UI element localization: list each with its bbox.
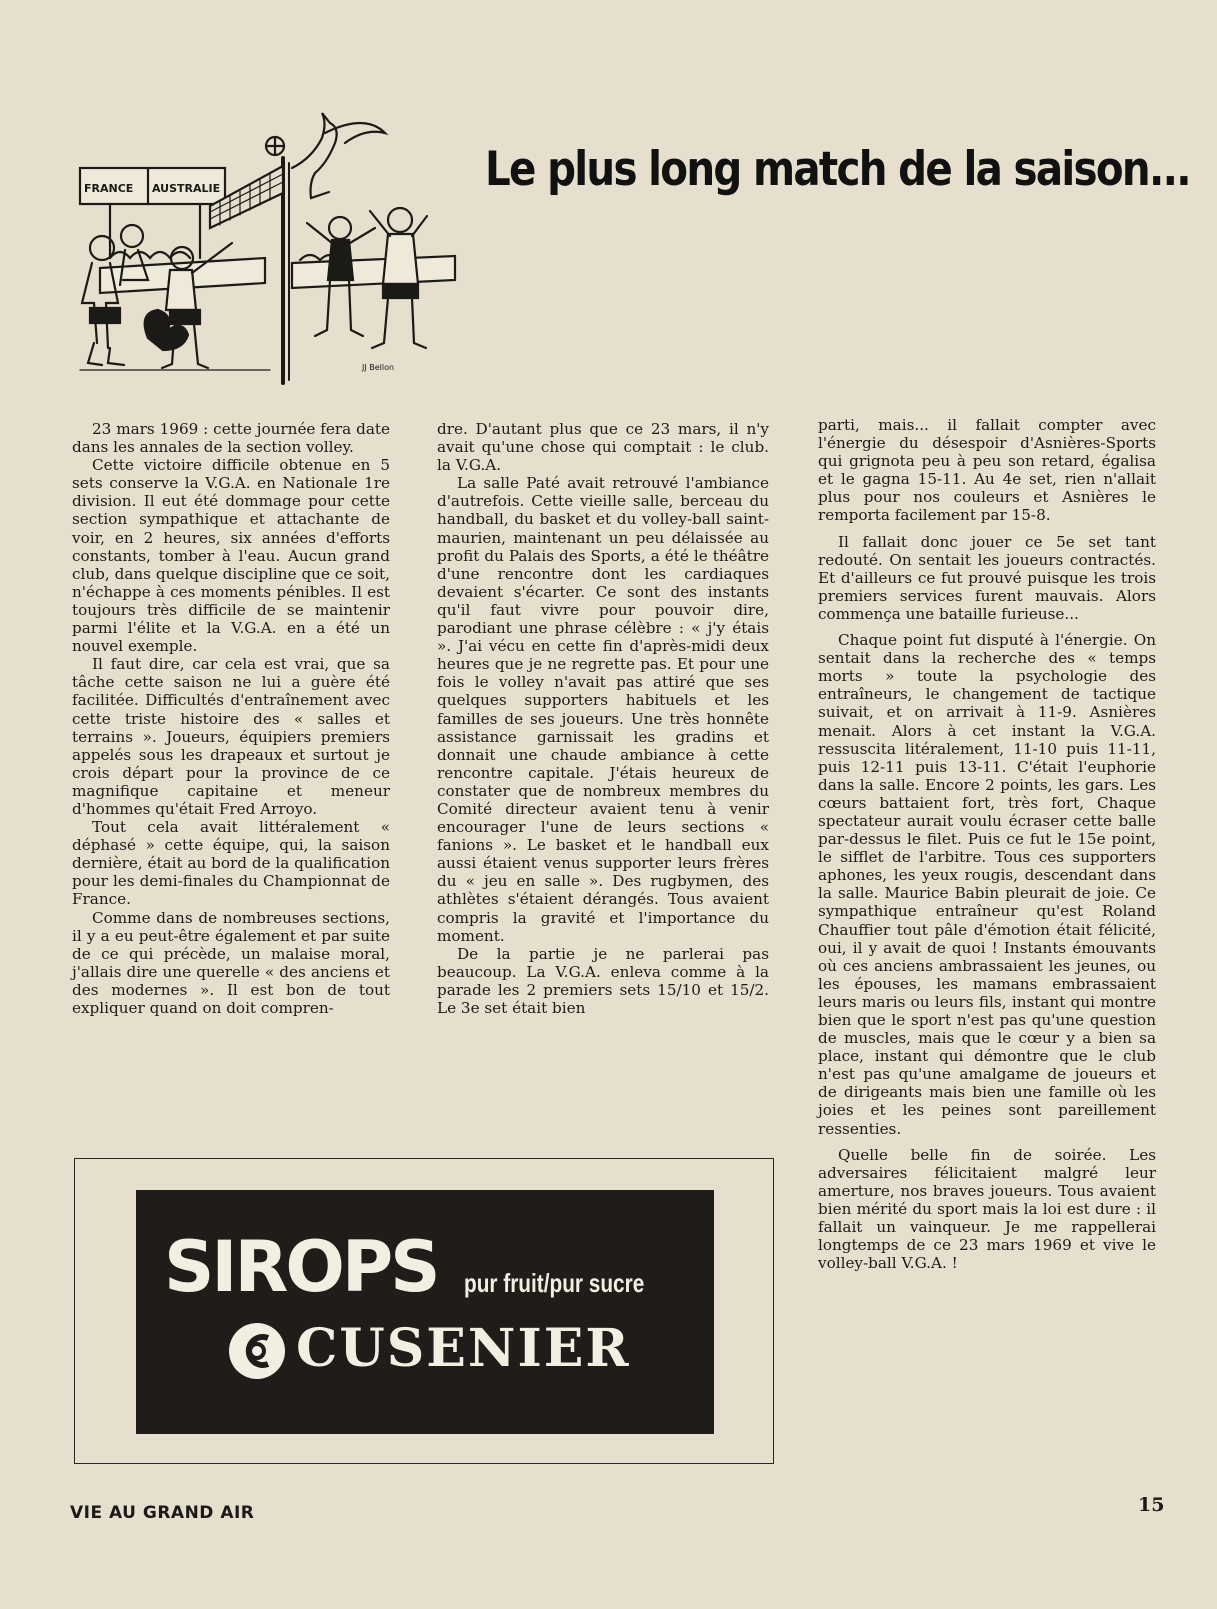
article-headline: Le plus long match de la saison... bbox=[485, 142, 1190, 197]
ad-maker: CUSENIER bbox=[296, 1318, 631, 1379]
sign-australie: AUSTRALIE bbox=[152, 182, 221, 195]
paragraph: dre. D'autant plus que ce 23 mars, il n'y avait qu'une chose qui comptait : le club. la V.G.A. bbox=[437, 420, 769, 475]
paragraph: Comme dans de nombreuses sections, il y a eu peut-être également et par suite de ce qui précède, un malaise moral, j'allais dire une querelle « des anciens et des modernes ». Il est bon de tout expliquer quand on doit compren- bbox=[72, 908, 390, 1017]
advertisement bbox=[136, 1190, 714, 1434]
cusenier-logo-icon bbox=[226, 1320, 288, 1382]
paragraph: Tout cela avait littéralement « déphasé » cette équipe, qui, la saison dernière, était au bord de la qualification pour les demi-finales du Championnat de France. bbox=[72, 818, 390, 909]
article-column-3 bbox=[818, 416, 1156, 1272]
ad-tagline: pur fruit/pur sucre bbox=[464, 1268, 645, 1298]
article-column-2 bbox=[437, 420, 769, 1017]
paragraph: La salle Paté avait retrouvé l'ambiance d'autrefois. Cette vieille salle, berceau du handball, du basket et du volley-ball saint-maurien, maintenant un peu délaissée au profit du Palais des Sports, a été le théâtre d'une rencontre dont les cardiaques devaient s'écarter. Ce sont des instants qu'il faut vivre pour pouvoir dire, parodiant une phrase célèbre : « j'y étais ». J'ai vécu en cette fin d'après-midi deux heures que je ne regrette pas. Et pour une fois le volley n'avait pas attiré que ses quelques supporters habituels et les familles de ses joueurs. Une très honnête assistance garnissait les gradins et donnait une chaude ambiance à cette rencontre capitale. J'étais heureux de constater que de nombreux membres du Comité directeur avaient tenu à venir encourager l'une de leurs sections « fanions ». Le basket et le handball eux aussi étaient venus supporter leurs frères du « jeu en salle ». Des rugbymen, des athlètes s'étaient dérangés. Tous avaient compris la gravité et l'importance du moment. bbox=[437, 474, 769, 945]
ad-brand: SIROPS bbox=[164, 1226, 438, 1308]
paragraph: 23 mars 1969 : cette journée fera date dans les annales de la section volley. bbox=[72, 420, 390, 457]
paragraph: parti, mais... il fallait compter avec l'énergie du désespoir d'Asnières-Sports qui grignota peu à peu son retard, égalisa et le gagna 15-11. Au 4e set, rien n'allait plus pour nos couleurs et Asnières le remporta facilement par 15-8. bbox=[818, 416, 1156, 525]
sign-france: FRANCE bbox=[84, 182, 134, 195]
cartoon-illustration bbox=[70, 108, 465, 400]
paragraph: Il fallait donc jouer ce 5e set tant redouté. On sentait les joueurs contractés. Et d'ailleurs ce fut prouvé puisque les trois premiers services furent mauvais. Alors commença une bataille furieuse... bbox=[818, 532, 1156, 623]
paragraph: Chaque point fut disputé à l'énergie. On sentait dans la recherche des « temps morts » toute la psychologie des entraîneurs, le changement de tactique suivait, et on arrivait à 11-9. Asnières menait. Alors à cet instant la V.G.A. ressuscita litéralement, 11-10 puis 11-11, puis 12-11 puis 13-11. C'était l'euphorie dans la salle. Encore 2 points, les gars. Les cœurs battaient fort, très fort, Chaque spectateur aurait voulu écraser cette balle par-dessus le filet. Puis ce fut le 15e point, le sifflet de l'arbitre. Tous ces supporters aphones, les yeux rougis, descendant dans la salle. Maurice Babin pleurait de joie. Ce sympathique entraîneur qu'est Roland Chauffier tout pâle d'émotion était félicité, oui, il y avait de quoi ! Instants émouvants où ces anciens ambrassaient les jeunes, ou les épouses, les mamans embrassaient leurs maris ou leurs fils, instant qui montre bien que le sport n'est pas qu'une question de muscles, mais que le cœur y a bien sa place, instant qui démontre que le club n'est pas qu'une amalgame de joueurs et de dirigeants mais bien une famille où les joies et les peines sont pareillement ressenties. bbox=[818, 631, 1156, 1138]
paragraph: Quelle belle fin de soirée. Les adversaires félicitaient malgré leur amerture, nos braves joueurs. Tous avaient bien mérité du sport mais la loi est dure : il fallait un vainqueur. Je me rappellerai longtemps de ce 23 mars 1969 et vive le volley-ball V.G.A. ! bbox=[818, 1145, 1156, 1273]
page-number: 15 bbox=[1138, 1494, 1165, 1516]
article-column-1 bbox=[72, 420, 390, 1017]
illustrator-signature: JJ Bellon bbox=[362, 363, 395, 372]
paragraph: Cette victoire difficile obtenue en 5 sets conserve la V.G.A. en Nationale 1re division. Il eut été dommage pour cette section sympathique et attachante de voir, en 2 heures, six années d'efforts constants, tomber à l'eau. Aucun grand club, dans quelque discipline que ce soit, n'échappe à ces moments pénibles. Il est toujours très difficile de se maintenir parmi l'élite et la V.G.A. en a été un nouvel exemple. bbox=[72, 456, 390, 656]
paragraph: De la partie je ne parlerai pas beaucoup. La V.G.A. enleva comme à la parade les 2 premiers sets 15/10 et 15/2. Le 3e set était bien bbox=[437, 944, 769, 1017]
paragraph: Il faut dire, car cela est vrai, que sa tâche cette saison ne lui a guère été facilitée. Difficultés d'entraînement avec cette triste histoire des « salles et terrains ». Joueurs, équipiers premiers appelés sous les drapeaux et surtout je crois départ pour la province de ce magnifique capitaine et meneur d'hommes qu'était Fred Arroyo. bbox=[72, 655, 390, 818]
magazine-name: VIE AU GRAND AIR bbox=[70, 1503, 255, 1523]
